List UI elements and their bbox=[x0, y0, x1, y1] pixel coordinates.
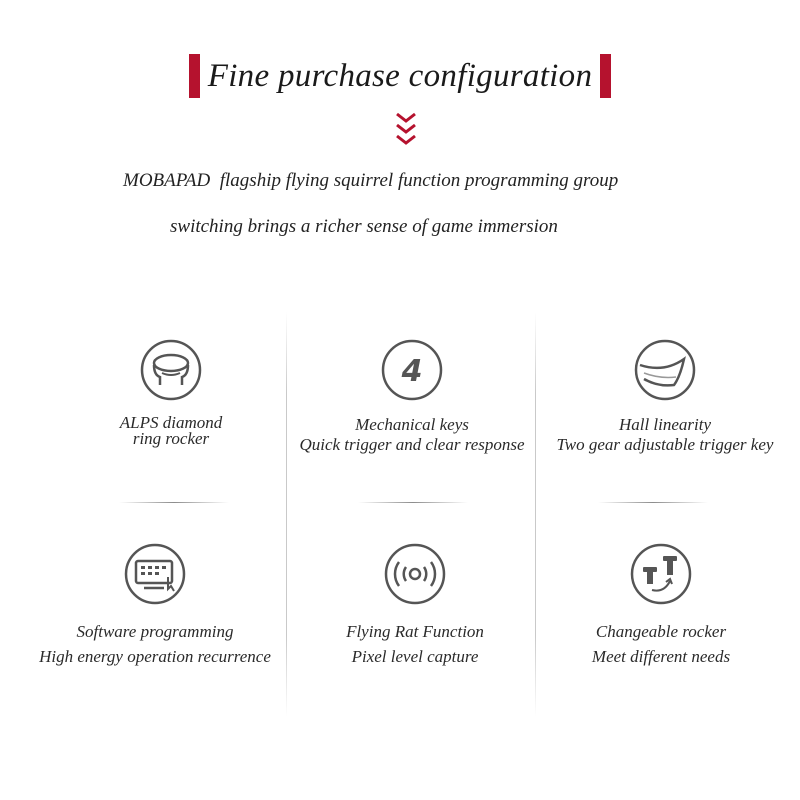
feature-subtitle: Pixel level capture bbox=[351, 647, 479, 666]
feature-subtitle: Quick trigger and clear response bbox=[299, 435, 525, 454]
ring-rocker-icon bbox=[140, 339, 202, 401]
feature-subtitle: Meet different needs bbox=[591, 647, 731, 666]
number-four-icon bbox=[381, 339, 443, 401]
title-left-bar bbox=[189, 54, 200, 98]
trigger-icon bbox=[634, 339, 696, 401]
feature-subtitle: Two gear adjustable trigger key bbox=[556, 435, 774, 454]
feature-item bbox=[25, 543, 285, 669]
title-block bbox=[0, 52, 800, 100]
feature-title: ALPS diamond bbox=[119, 413, 223, 432]
feature-title: Mechanical keys bbox=[355, 415, 469, 434]
title-right-bar bbox=[600, 54, 611, 98]
keyboard-programming-icon bbox=[124, 543, 186, 605]
capture-target-icon bbox=[384, 543, 446, 605]
feature-item bbox=[535, 339, 795, 455]
feature-title: Flying Rat Function bbox=[346, 622, 484, 641]
chevron-down-icon bbox=[394, 111, 418, 147]
intro-line-1: MOBAPAD flagship flying squirrel function programming group bbox=[123, 170, 619, 191]
feature-title: Changeable rocker bbox=[595, 622, 727, 641]
row-divider bbox=[598, 502, 708, 503]
feature-item bbox=[531, 543, 791, 669]
svg-text:4: 4 bbox=[401, 354, 423, 389]
feature-item bbox=[282, 339, 542, 455]
feature-title: Hall linearity bbox=[618, 415, 712, 434]
row-divider bbox=[358, 502, 468, 503]
intro-line-2: switching brings a richer sense of game immersion bbox=[170, 216, 558, 237]
changeable-rocker-icon bbox=[630, 543, 692, 605]
feature-subtitle: ring rocker bbox=[132, 429, 210, 448]
feature-item bbox=[41, 339, 301, 447]
feature-title: Software programming bbox=[76, 622, 234, 641]
feature-item bbox=[285, 543, 545, 669]
page-title: Fine purchase configuration bbox=[207, 57, 593, 94]
feature-subtitle: High energy operation recurrence bbox=[39, 647, 271, 666]
row-divider bbox=[119, 502, 229, 503]
